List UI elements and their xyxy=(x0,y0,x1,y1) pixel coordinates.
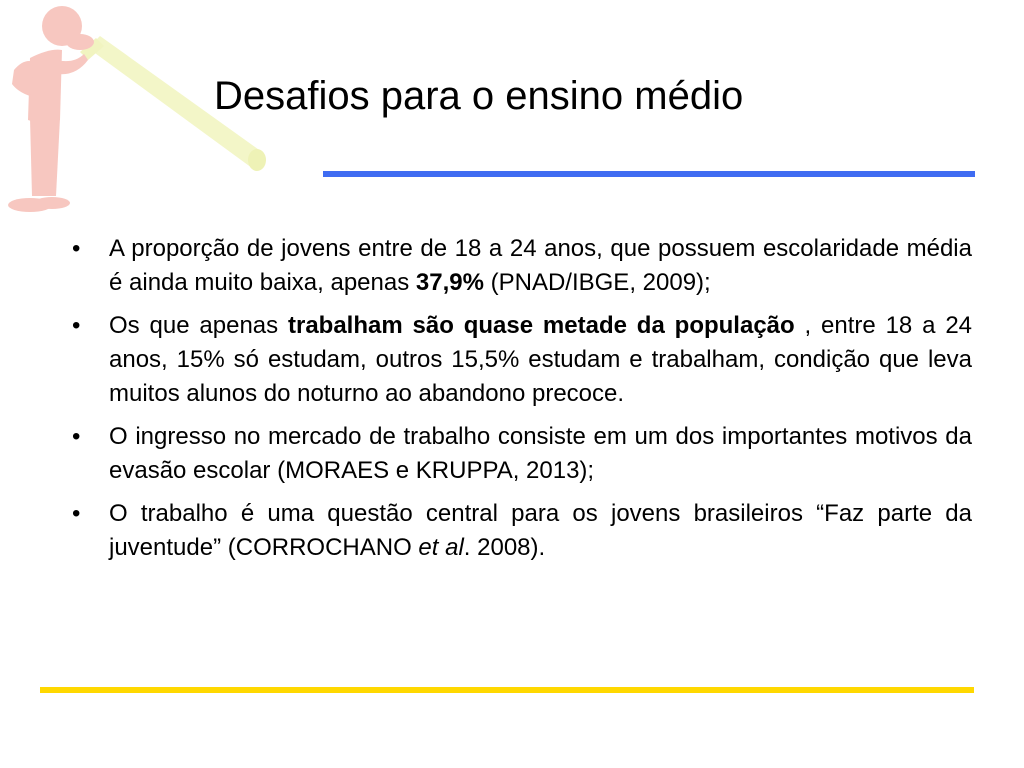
bullet-text: Os que apenas trabalham são quase metade da população , entre 18 a 24 anos, 15% só estudam, outros 15,5% estudam e trabalham, condição que leva muitos alunos do noturno ao abandono precoce. xyxy=(109,312,973,407)
bullet-item-jovens-escolaridade xyxy=(72,232,972,300)
highlight-phrase: trabalham são quase metade da população xyxy=(287,312,795,339)
bullet-text: O ingresso no mercado de trabalho consiste em um dos importantes motivos da evasão escolar (MORAES e KRUPPA, 2013); xyxy=(109,423,972,484)
highlight-percentage: 37,9% xyxy=(415,269,484,296)
bullet-marker: • xyxy=(72,423,81,450)
bullet-item-questao-central xyxy=(72,497,972,565)
bullet-text: A proporção de jovens entre de 18 a 24 anos, que possuem escolaridade média é ainda muito baixa, apenas 37,9% (PNAD/IBGE, 2009); xyxy=(109,235,972,296)
footer-rule xyxy=(40,687,974,693)
title-underline xyxy=(323,171,975,177)
slide-title: Desafios para o ensino médio xyxy=(214,74,744,118)
et-al-italic: et al xyxy=(418,534,464,561)
bullet-marker: • xyxy=(72,500,81,527)
person-silhouette-icon xyxy=(8,6,94,212)
bullet-text: O trabalho é uma questão central para os jovens brasileiros “Faz parte da juventude” (CORROCHANO et al. 2008). xyxy=(109,500,972,561)
bullet-marker: • xyxy=(72,235,81,262)
bullet-item-evasao-escolar xyxy=(72,420,972,488)
bullet-item-trabalho-populacao xyxy=(72,309,972,411)
bullet-list xyxy=(72,232,972,574)
bullet-marker: • xyxy=(72,312,81,339)
